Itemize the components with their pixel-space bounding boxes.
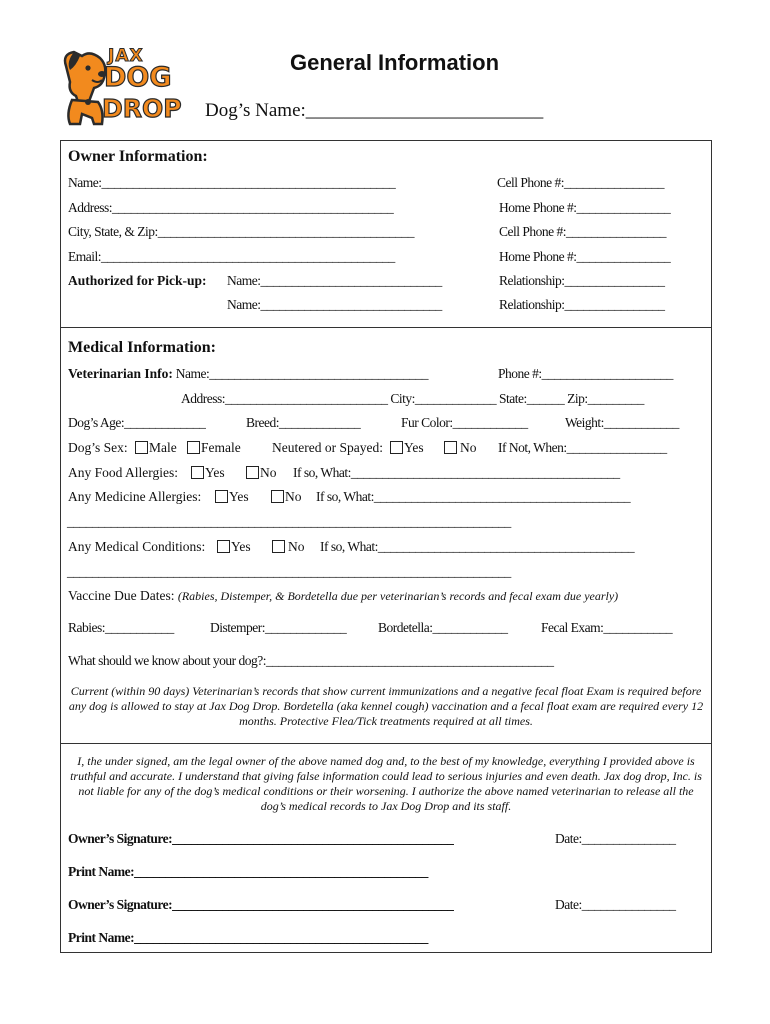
food-no-checkbox[interactable]: [246, 466, 259, 479]
owner-home-phone-2-field[interactable]: Home Phone #:_______________: [499, 249, 671, 264]
dog-age-field[interactable]: Dog’s Age:_____________: [68, 415, 206, 430]
vaccine-row: [68, 588, 618, 604]
food-allergies-what-field[interactable]: If so, What:___________________________________________: [293, 465, 620, 480]
fecal-exam-field[interactable]: Fecal Exam:___________: [541, 620, 673, 635]
pickup-relationship-1-field[interactable]: Relationship:________________: [499, 273, 665, 288]
neutered-no-option[interactable]: No: [444, 440, 477, 456]
female-option[interactable]: Female: [187, 440, 241, 456]
dog-name-field[interactable]: Dog’s Name:_________________________: [205, 100, 544, 121]
vet-phone-field[interactable]: Phone #:_____________________: [498, 366, 673, 381]
vet-info-row: [68, 366, 428, 382]
fur-color-field[interactable]: Fur Color:____________: [401, 415, 528, 430]
owner-signature-2-field[interactable]: Owner’s Signature:_____________________________________________: [68, 897, 454, 912]
medical-conditions-label: Any Medical Conditions:: [68, 539, 206, 554]
dog-sex-label: Dog’s Sex:: [68, 440, 128, 455]
pickup-label: Authorized for Pick-up:: [68, 273, 207, 288]
medicine-yes-option[interactable]: Yes: [215, 489, 249, 505]
vet-address-field[interactable]: Address:__________________________ City:_____________ State:______ Zip:_________: [181, 391, 644, 406]
owner-home-phone-field[interactable]: Home Phone #:_______________: [499, 200, 671, 215]
pickup-name-2-field[interactable]: Name:_____________________________: [227, 297, 442, 312]
conditions-yes-checkbox[interactable]: [217, 540, 230, 553]
owner-email-field[interactable]: Email:_______________________________________________: [68, 249, 395, 264]
owner-signature-1-field[interactable]: Owner’s Signature:_____________________________________________: [68, 831, 454, 846]
medical-information-section: [60, 327, 712, 744]
medicine-yes-checkbox[interactable]: [215, 490, 228, 503]
signature-date-2-field[interactable]: Date:_______________: [555, 897, 676, 912]
rabies-field[interactable]: Rabies:___________: [68, 620, 174, 635]
logo-text-jax: JAX: [108, 46, 144, 66]
print-name-1-field[interactable]: Print Name:_______________________________________________: [68, 864, 428, 879]
vet-info-label: Veterinarian Info:: [68, 366, 173, 381]
female-checkbox[interactable]: [187, 441, 200, 454]
conditions-extra-line[interactable]: _______________________________________________________________________: [67, 564, 511, 579]
neutered-label: Neutered or Spayed:: [272, 440, 383, 455]
logo-text-drop: DROP: [102, 94, 182, 123]
if-not-when-field[interactable]: If Not, When:________________: [498, 440, 667, 455]
records-requirement-notice: Current (within 90 days) Veterinarian’s records that show current immunizations and a negative fecal float Exam is required before any dog is allowed to stay at Jax Dog Drop. Bordetella (aka kennel cough) vaccination and a fecal float exam are required every 12 months. Protective Flea/Tick treatments required at all times.: [68, 684, 704, 728]
vaccine-label: Vaccine Due Dates:: [68, 588, 175, 603]
medicine-allergies-what-field[interactable]: If so, What:_________________________________________: [316, 489, 631, 504]
medicine-no-checkbox[interactable]: [271, 490, 284, 503]
male-checkbox[interactable]: [135, 441, 148, 454]
owner-cell-phone-field[interactable]: Cell Phone #:________________: [497, 175, 664, 190]
owner-heading: Owner Information:: [68, 148, 208, 165]
know-about-dog-field[interactable]: What should we know about your dog?:______________________________________________: [68, 653, 554, 668]
dog-breed-field[interactable]: Breed:_____________: [246, 415, 361, 430]
conditions-no-option[interactable]: No: [272, 539, 305, 555]
jax-dog-drop-logo: [58, 44, 182, 130]
signature-date-1-field[interactable]: Date:_______________: [555, 831, 676, 846]
owner-name-field[interactable]: Name:_______________________________________________: [68, 175, 396, 190]
food-yes-option[interactable]: Yes: [191, 465, 225, 481]
page-title: General Information: [290, 50, 500, 75]
dog-weight-field[interactable]: Weight:____________: [565, 415, 679, 430]
print-name-2-field[interactable]: Print Name:_______________________________________________: [68, 930, 428, 945]
medicine-extra-line[interactable]: _______________________________________________________________________: [67, 514, 511, 529]
vet-name-field[interactable]: Name:___________________________________: [172, 366, 428, 381]
medical-conditions-what-field[interactable]: If so, What:_________________________________________: [320, 539, 635, 554]
liability-statement: I, the under signed, am the legal owner of the above named dog and, to the best of my knowledge, everything I provided above is truthful and accurate. I understand that giving false information could lead to serious injuries and even death. Jax dog drop, Inc. is not liable for any of the dog’s medical conditions or their worsening. I authorize the above named veterinarian to release all the dog’s medical records to Jax Dog Drop and its staff.: [70, 754, 702, 813]
pickup-relationship-2-field[interactable]: Relationship:________________: [499, 297, 665, 312]
neutered-yes-checkbox[interactable]: [390, 441, 403, 454]
pickup-name-1-field[interactable]: Name:_____________________________: [227, 273, 442, 288]
neutered-no-checkbox[interactable]: [444, 441, 457, 454]
neutered-yes-option[interactable]: Yes: [390, 440, 424, 456]
owner-address-field[interactable]: Address:_____________________________________________: [68, 200, 394, 215]
distemper-field[interactable]: Distemper:_____________: [210, 620, 347, 635]
food-no-option[interactable]: No: [246, 465, 277, 481]
food-allergies-label: Any Food Allergies:: [68, 465, 179, 480]
medicine-allergies-label: Any Medicine Allergies:: [68, 489, 202, 504]
bordetella-field[interactable]: Bordetella:____________: [378, 620, 508, 635]
medical-heading: Medical Information:: [68, 339, 216, 356]
conditions-yes-option[interactable]: Yes: [217, 539, 251, 555]
medicine-no-option[interactable]: No: [271, 489, 302, 505]
conditions-no-checkbox[interactable]: [272, 540, 285, 553]
male-option[interactable]: Male: [135, 440, 177, 456]
owner-city-field[interactable]: City, State, & Zip:_________________________________________: [68, 224, 414, 239]
vaccine-note: (Rabies, Distemper, & Bordetella due per veterinarian’s records and fecal exam due yearly): [177, 589, 619, 603]
owner-cell-phone-2-field[interactable]: Cell Phone #:________________: [499, 224, 666, 239]
food-yes-checkbox[interactable]: [191, 466, 204, 479]
logo-text-dog: DOG: [104, 62, 172, 93]
